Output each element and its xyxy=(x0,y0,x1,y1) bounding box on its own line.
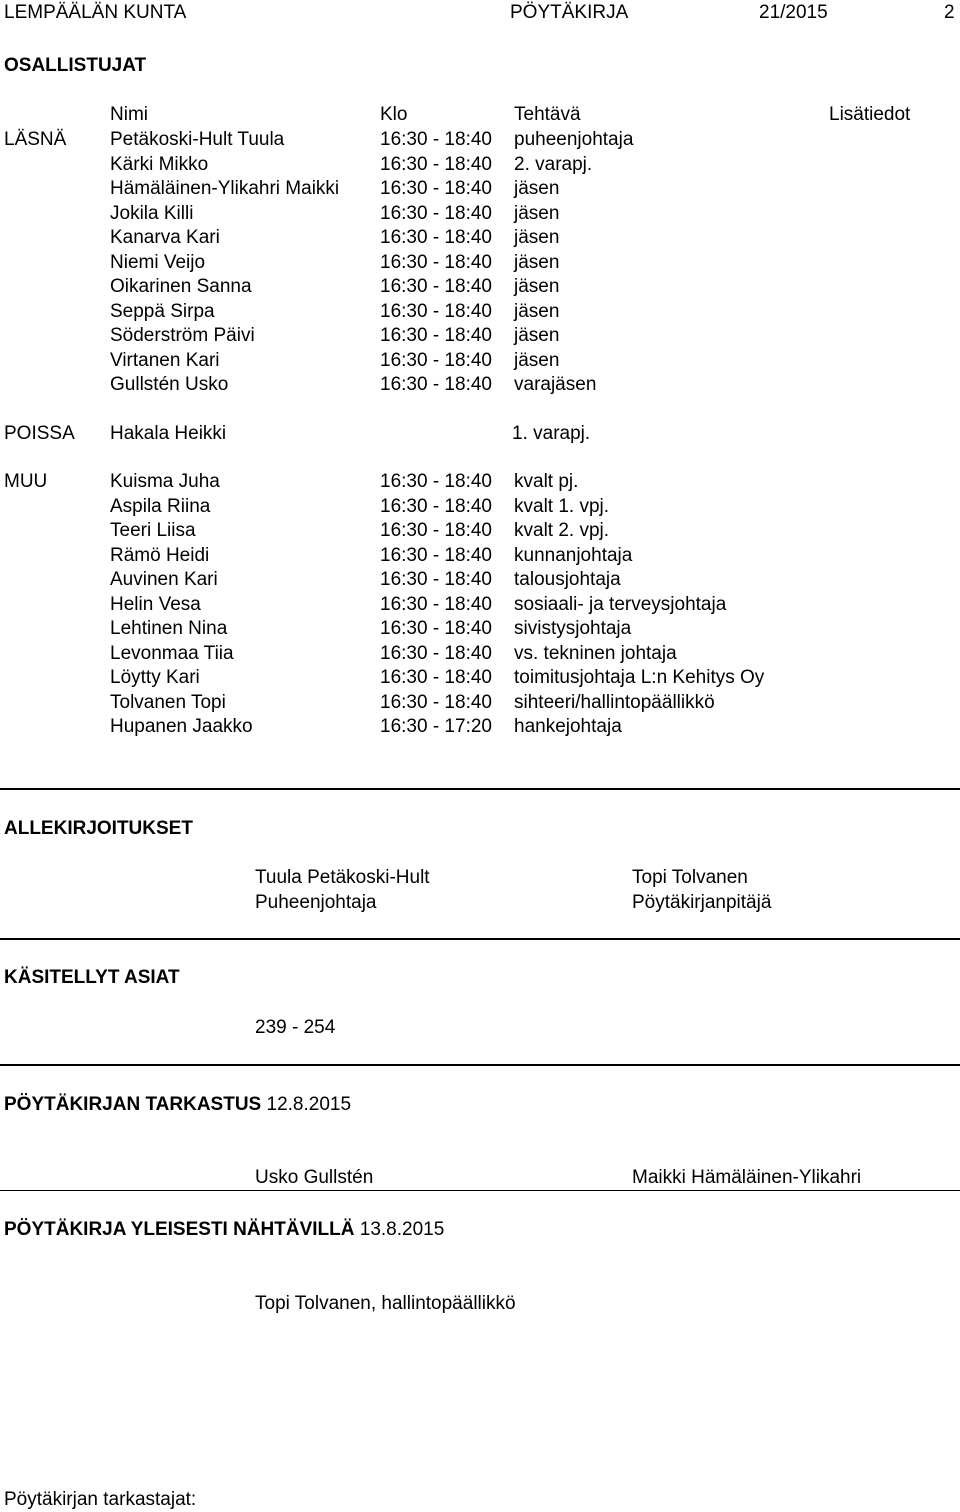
participant-role: jäsen xyxy=(514,178,560,199)
participant-time: 16:30 - 18:40 xyxy=(380,129,492,150)
section-divider xyxy=(0,1190,960,1191)
participant-name: Teeri Liisa xyxy=(110,520,196,541)
chair-title: Puheenjohtaja xyxy=(255,892,377,913)
participant-time: 16:30 - 18:40 xyxy=(380,301,492,322)
participant-time: 16:30 - 18:40 xyxy=(380,325,492,346)
participant-time: 16:30 - 18:40 xyxy=(380,471,492,492)
participant-role: kvalt 2. vpj. xyxy=(514,520,610,541)
participant-name: Löytty Kari xyxy=(110,667,200,688)
participant-name: Kuisma Juha xyxy=(110,471,220,492)
participant-role: jäsen xyxy=(514,252,560,273)
signatures-heading: ALLEKIRJOITUKSET xyxy=(4,818,193,839)
participants-heading: OSALLISTUJAT xyxy=(4,55,147,76)
handled-heading: KÄSITELLYT ASIAT xyxy=(4,967,180,988)
column-header-role: Tehtävä xyxy=(514,104,581,125)
participant-time: 16:30 - 18:40 xyxy=(380,667,492,688)
participant-name: Levonmaa Tiia xyxy=(110,643,234,664)
participant-time: 16:30 - 18:40 xyxy=(380,692,492,713)
municipality-name: LEMPÄÄLÄN KUNTA xyxy=(4,2,187,23)
participant-time: 16:30 - 18:40 xyxy=(380,178,492,199)
participant-name: Jokila Killi xyxy=(110,203,194,224)
section-divider xyxy=(0,938,960,940)
participant-name: Hupanen Jaakko xyxy=(110,716,253,737)
participant-time: 16:30 - 18:40 xyxy=(380,227,492,248)
public-display-heading: PÖYTÄKIRJA YLEISESTI NÄHTÄVILLÄ xyxy=(4,1219,355,1240)
participant-name: Gullstén Usko xyxy=(110,374,229,395)
document-number: 21/2015 xyxy=(759,2,828,23)
participant-name: Helin Vesa xyxy=(110,594,201,615)
participant-role: sihteeri/hallintopäällikkö xyxy=(514,692,715,713)
participant-time: 16:30 - 18:40 xyxy=(380,374,492,395)
column-header-info: Lisätiedot xyxy=(829,104,911,125)
participant-name: Oikarinen Sanna xyxy=(110,276,252,297)
column-header-time: Klo xyxy=(380,104,408,125)
participant-role: kvalt pj. xyxy=(514,471,579,492)
section-divider xyxy=(0,788,960,790)
participant-role: jäsen xyxy=(514,350,560,371)
participant-time: 16:30 - 18:40 xyxy=(380,252,492,273)
participant-role: sosiaali- ja terveysjohtaja xyxy=(514,594,727,615)
participant-time: 16:30 - 18:40 xyxy=(380,618,492,639)
participant-name: Seppä Sirpa xyxy=(110,301,215,322)
participant-role: kvalt 1. vpj. xyxy=(514,496,610,517)
participant-time: 16:30 - 18:40 xyxy=(380,569,492,590)
participant-time: 16:30 - 18:40 xyxy=(380,350,492,371)
document-type: PÖYTÄKIRJA xyxy=(510,2,629,23)
participant-name: Hakala Heikki xyxy=(110,423,227,444)
participant-role: kunnanjohtaja xyxy=(514,545,633,566)
participant-role: jäsen xyxy=(514,203,560,224)
participant-time: 16:30 - 17:20 xyxy=(380,716,492,737)
secretary-title: Pöytäkirjanpitäjä xyxy=(632,892,772,913)
public-display-signer: Topi Tolvanen, hallintopäällikkö xyxy=(255,1293,516,1314)
participant-role: toimitusjohtaja L:n Kehitys Oy xyxy=(514,667,765,688)
column-header-name: Nimi xyxy=(110,104,148,125)
participant-name: Rämö Heidi xyxy=(110,545,210,566)
participant-role: 1. varapj. xyxy=(512,423,591,444)
participant-name: Hämäläinen-Ylikahri Maikki xyxy=(110,178,340,199)
participant-role: varajäsen xyxy=(514,374,597,395)
reviewers-footer-label: Pöytäkirjan tarkastajat: xyxy=(4,1489,197,1510)
review-heading: PÖYTÄKIRJAN TARKASTUS xyxy=(4,1094,262,1115)
participant-role: 2. varapj. xyxy=(514,154,593,175)
group-label: MUU xyxy=(4,471,48,492)
participant-role: talousjohtaja xyxy=(514,569,621,590)
participant-time: 16:30 - 18:40 xyxy=(380,545,492,566)
public-display-date: 13.8.2015 xyxy=(359,1219,445,1240)
participant-time: 16:30 - 18:40 xyxy=(380,643,492,664)
participant-role: jäsen xyxy=(514,276,560,297)
public-display-line xyxy=(4,1220,444,1239)
group-label: LÄSNÄ xyxy=(4,129,67,150)
participant-name: Auvinen Kari xyxy=(110,569,218,590)
participant-role: hankejohtaja xyxy=(514,716,622,737)
participant-name: Söderström Päivi xyxy=(110,325,255,346)
participant-role: vs. tekninen johtaja xyxy=(514,643,677,664)
participant-name: Virtanen Kari xyxy=(110,350,220,371)
chair-name: Tuula Petäkoski-Hult xyxy=(255,867,430,888)
participant-time: 16:30 - 18:40 xyxy=(380,520,492,541)
reviewer-1-name: Usko Gullstén xyxy=(255,1167,374,1188)
participant-role: jäsen xyxy=(514,227,560,248)
participant-name: Tolvanen Topi xyxy=(110,692,226,713)
participant-name: Petäkoski-Hult Tuula xyxy=(110,129,285,150)
participant-role: jäsen xyxy=(514,325,560,346)
participant-time: 16:30 - 18:40 xyxy=(380,203,492,224)
participant-time: 16:30 - 18:40 xyxy=(380,594,492,615)
page-number: 2 xyxy=(944,2,955,23)
participant-time: 16:30 - 18:40 xyxy=(380,154,492,175)
participant-name: Aspila Riina xyxy=(110,496,211,517)
review-line xyxy=(4,1095,351,1114)
participant-role: puheenjohtaja xyxy=(514,129,634,150)
participant-role: jäsen xyxy=(514,301,560,322)
participant-role: sivistysjohtaja xyxy=(514,618,632,639)
section-divider xyxy=(0,1064,960,1066)
participant-time: 16:30 - 18:40 xyxy=(380,496,492,517)
participant-name: Kanarva Kari xyxy=(110,227,220,248)
review-date: 12.8.2015 xyxy=(266,1094,352,1115)
secretary-name: Topi Tolvanen xyxy=(632,867,748,888)
participant-name: Kärki Mikko xyxy=(110,154,209,175)
reviewer-2-name: Maikki Hämäläinen-Ylikahri xyxy=(632,1167,862,1188)
participant-name: Niemi Veijo xyxy=(110,252,206,273)
handled-range: 239 - 254 xyxy=(255,1017,336,1038)
participant-name: Lehtinen Nina xyxy=(110,618,228,639)
group-label: POISSA xyxy=(4,423,75,444)
participant-time: 16:30 - 18:40 xyxy=(380,276,492,297)
